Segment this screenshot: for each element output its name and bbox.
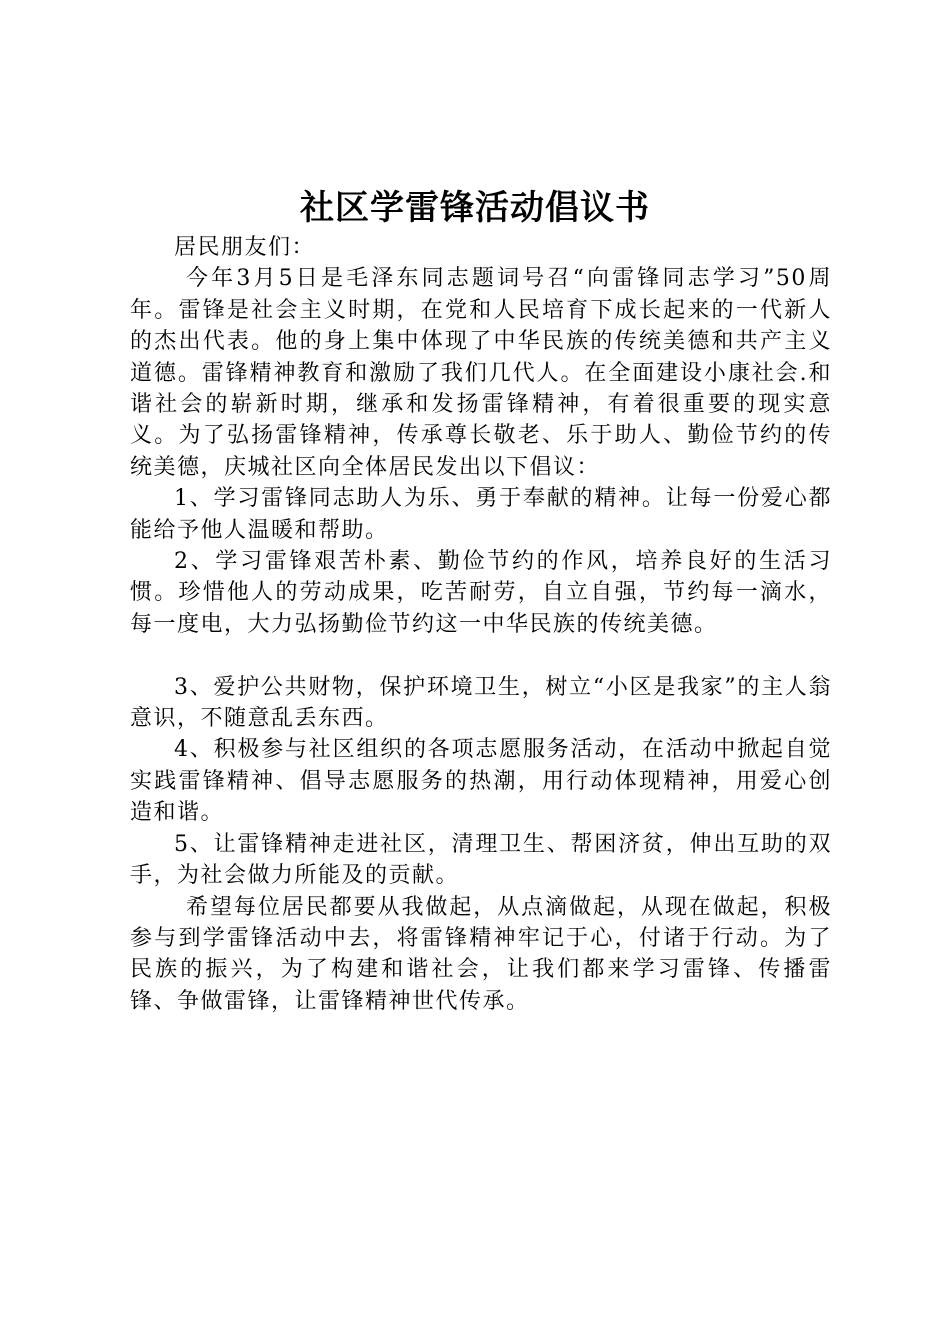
salutation: 居民朋友们： <box>174 235 316 260</box>
proposal-item-4: 4、积极参与社区组织的各项志愿服务活动，在活动中掀起自觉实践雷锋精神、倡导志愿服务的热潮，用行动体现精神，用爱心创造和谐。 <box>130 737 832 826</box>
proposal-item-1: 1、学习雷锋同志助人为乐、勇于奉献的精神。让每一份爱心都能给予他人温暖和帮助。 <box>130 486 832 543</box>
document-body <box>130 232 832 1017</box>
proposal-item-5: 5、让雷锋精神走进社区，清理卫生、帮困济贫，伸出互助的双手，为社会做力所能及的贡献。 <box>130 831 832 889</box>
page-title: 社区学雷锋活动倡议书 <box>300 188 650 228</box>
proposal-item-2: 2、学习雷锋艰苦朴素、勤俭节约的作风，培养良好的生活习惯。珍惜他人的劳动成果，吃苦耐劳，自立自强，节约每一滴水，每一度电，大力弘扬勤俭节约这一中华民族的传统美德。 <box>130 549 832 637</box>
blank-line <box>130 640 832 671</box>
closing-paragraph: 希望每位居民都要从我做起，从点滴做起，从现在做起，积极参与到学雷锋活动中去，将雷锋精神牢记于心，付诸于行动。为了民族的振兴，为了构建和谐社会，让我们都来学习雷锋、传播雷锋、争做雷锋，让雷锋精神世代传承。 <box>130 894 832 1014</box>
intro-paragraph: 今年3月5日是毛泽东同志题词号召“向雷锋同志学习”50周年。雷锋是社会主义时期，在党和人民培育下成长起来的一代新人的杰出代表。他的身上集中体现了中华民族的传统美德和共产主义道德。雷锋精神教育和激励了我们几代人。在全面建设小康社会.和谐社会的崭新时期，继承和发扬雷锋精神，有着很重要的现实意义。为了弘扬雷锋精神，传承尊长敬老、乐于助人、勤俭节约的传统美德，庆城社区向全体居民发出以下倡议： <box>130 266 832 480</box>
proposal-item-3: 3、爱护公共财物，保护环境卫生，树立“小区是我家”的主人翁意识，不随意乱丢东西。 <box>130 674 832 732</box>
